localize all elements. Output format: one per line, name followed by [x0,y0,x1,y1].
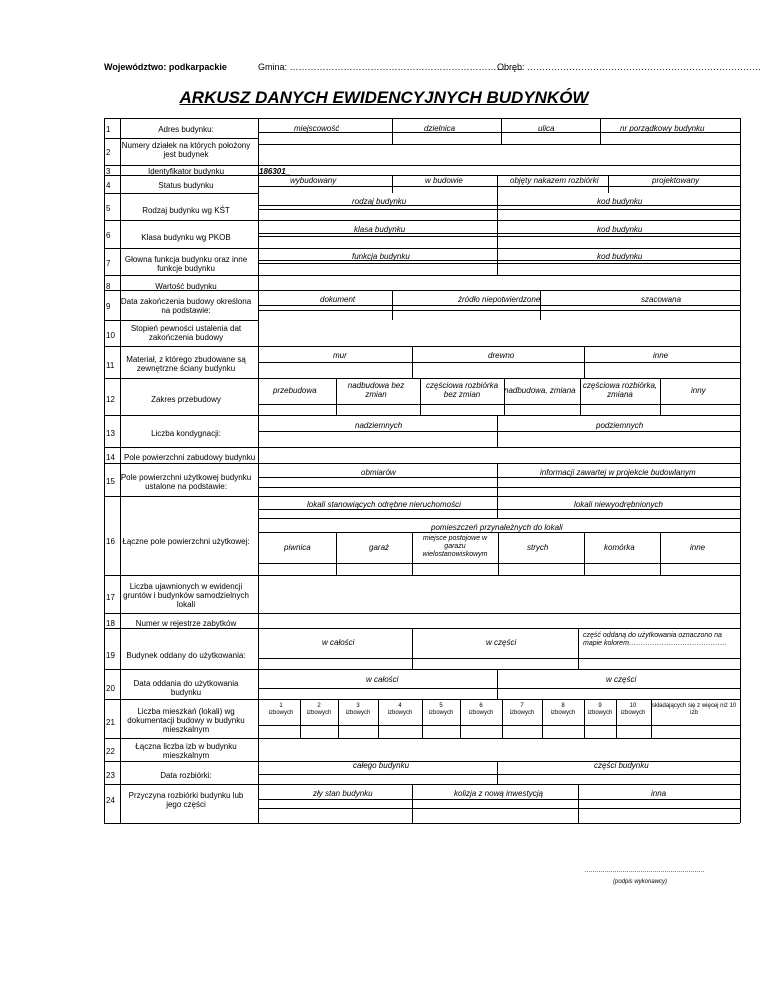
nadbudowa-bez-header: nadbudowa bez zmian [347,381,405,400]
status-projektowany: projektowany [652,176,700,185]
column-unit: izbowych [550,709,576,716]
inne-header: inne [690,543,706,552]
izbowych-column [460,703,502,717]
column-number: 5 [439,703,443,709]
gmina-field[interactable]: Gmina: …………………………………………………………………… [258,62,524,72]
row-number: 24 [106,796,115,805]
grid-line [412,784,413,823]
page-title: ARKUSZ DANYCH EWIDENCYJNYCH BUDYNKÓW [179,88,589,107]
grid-line [497,669,498,699]
rodzaj-budynku-header: rodzaj budynku [352,197,407,206]
row-label: Łączna liczba izb w budynku mieszkalnym [135,742,237,761]
column-unit: izbowych [509,709,535,716]
podziemnych-header: podziemnych [596,421,644,430]
grid-line [258,205,740,206]
izbowych-column [502,703,542,717]
row-label: Liczba ujawnionych w ewidencji gruntów i budynków samodzielnych lokali [123,582,249,610]
grid-line [412,346,413,378]
grid-line [258,658,740,659]
grid-line [497,761,498,784]
przebudowa-header: przebudowa [273,386,317,395]
row-label: Liczba mieszkań (lokali) wg dokumentacji budowy w budynku mieszkalnym [127,707,245,735]
grid-line [258,518,740,519]
row-label: Stopień pewności ustalenia dat zakończenia budowy [130,324,242,343]
grid-line [258,236,740,237]
grid-line [258,310,740,311]
dzielnica-header: dzielnica [424,124,456,133]
grid-line [258,688,740,689]
grid-line [497,496,498,518]
pomieszczen-header: pomieszczeń przynależnych do lokali [431,523,563,532]
column-unit: izbowych [428,709,454,716]
nadbudowa-zmiana-header: nadbudowa, zmiana [504,386,576,395]
row-label: Przyczyna rozbiórki budynku lub jego części [128,791,244,810]
grid-line [497,175,498,193]
grid-line [258,260,740,261]
grid-line [392,118,393,144]
grid-line [258,461,259,823]
column-unit: izbowych [306,709,332,716]
row-number: 23 [106,771,115,780]
mur-header: mur [333,351,347,360]
grid-line [258,263,740,264]
nr-porzadkowy-header: nr porządkowy budynku [620,124,705,133]
row-label: Pole powierzchni użytkowej budynku ustalone na podstawie: [120,473,252,492]
grid-line [258,305,740,306]
grid-line [104,138,258,139]
column-number: 9 [598,703,602,709]
grid-line [412,628,413,669]
row-label: Adres budynku: [158,125,214,134]
czesciowa-zmiana-header: częściowa rozbiórka, zmiana [582,381,658,400]
komorka-header: komórka [604,543,635,552]
grid-line [392,175,393,193]
zrodlo-header: źródło niepotwierdzone [458,295,541,304]
obmiarow-header: obmiarów [361,468,396,477]
grid-line [258,233,740,234]
row-number: 4 [106,181,111,190]
grid-line [104,575,740,576]
status-objety: objęty nakazem rozbiórki [510,176,599,185]
row-label: Status budynku [158,181,214,190]
grid-line [258,808,740,809]
row-number: 12 [106,395,115,404]
grid-line [104,118,105,823]
izbowych-column [300,703,338,717]
row-label: Zakres przebudowy [151,395,221,404]
czesc-oddana-note: część oddaną do użytkowania oznaczono na mapie kolorem…………………………………… [583,632,727,648]
grid-line [258,487,740,488]
grid-line [584,346,585,378]
dokument-header: dokument [320,295,356,304]
row-label: Pole powierzchni zabudowy budynku [124,453,256,462]
grid-line [258,431,740,432]
informacji-header: informacji zawartej w projekcie budowlanym [540,468,696,477]
row-label: Data zakończenia budowy określona na podstawie: [120,297,252,316]
signature-caption: (podpis wykonawcy) [613,879,668,885]
kod-budynku-header: kod budynku [597,252,643,261]
row-number: 2 [106,148,111,157]
grid-line [504,378,505,415]
grid-line [497,415,498,447]
column-unit: izbowych [620,709,646,716]
izbowych-column [542,703,584,717]
row-number: 17 [106,593,115,602]
izbowych-column [378,703,422,717]
row-number: 16 [106,537,115,546]
nadziemnych-header: nadziemnych [355,421,403,430]
grid-line [258,209,740,210]
voivodeship-label: Województwo: podkarpackie [104,62,227,72]
row-label: Klasa budynku wg PKOB [141,233,231,242]
row-number: 1 [106,125,111,134]
grid-line [104,320,258,321]
column-number: 7 [520,703,524,709]
row-number: 18 [106,619,115,628]
strych-header: strych [527,543,549,552]
grid-line [104,613,740,614]
grid-line [392,290,393,320]
grid-line [336,532,337,575]
row-number: 21 [106,718,115,727]
inna-header: inna [651,789,667,798]
status-w-budowie: w budowie [425,176,463,185]
row-number: 11 [106,361,115,370]
row-number: 15 [106,477,115,486]
row-label: Numer w rejestrze zabytków [135,619,237,628]
drewno-header: drewno [488,351,515,360]
row-label: Identyfikator budynku [147,167,225,176]
row-number: 3 [106,167,111,176]
grid-line [104,496,740,497]
column-unit: izbowych [268,709,294,716]
column-unit: izbowych [387,709,413,716]
grid-line [258,144,740,145]
grid-line [104,447,740,448]
obreb-field[interactable]: Obręb: …………………………………………………………………… [497,62,762,72]
column-unit: izbowych [345,709,371,716]
grid-line [660,532,661,575]
row-number: 5 [106,204,111,213]
grid-line [258,362,740,363]
grid-line [104,378,740,379]
grid-line [104,346,740,347]
grid-line [578,628,579,669]
row-label: Data oddania do użytkowania budynku [133,679,239,698]
grid-line [584,532,585,575]
grid-line [258,563,740,564]
klasa-budynku-header: klasa budynku [354,225,406,234]
inny-header: inny [691,386,706,395]
grid-line [258,186,740,187]
funkcja-budynku-header: funkcja budynku [352,252,410,261]
grid-line [104,165,740,166]
row-number: 19 [106,651,115,660]
column-unit: izbowych [587,709,613,716]
row-label: Data rozbiórki: [160,771,212,780]
grid-line [104,784,740,785]
w-czesci-header: w części [486,638,517,647]
garaz-header: garaż [369,543,390,552]
izbowych-column [262,703,300,717]
kod-budynku-header: kod budynku [597,225,643,234]
grid-line [497,193,498,275]
row-label: Wartość budynku [155,282,217,291]
row-number: 20 [106,684,115,693]
column-number: 1 [279,703,283,709]
row-number: 13 [106,429,115,438]
grid-line [104,275,740,276]
szacowana-header: szacowana [641,295,682,304]
wiecej-niz-10-column: składających się z więcej niż 10 izb [651,703,737,716]
column-number: 4 [398,703,402,709]
column-number: 2 [317,703,321,709]
w-calosci-header: w całości [366,675,399,684]
signature-line[interactable]: …………………………………………………… [584,867,704,874]
czesciowa-rozbiorka-header: częściowa rozbiórka bez zmian [425,381,499,400]
row-number: 6 [106,231,111,240]
row-label: Numery działek na których położony jest budynek [121,141,251,160]
calego-budynku-header: całego budynku [353,761,410,770]
grid-line [501,118,502,144]
piwnica-header: piwnica [284,543,311,552]
czesci-budynku-header: części budynku [594,761,649,770]
w-czesci-header: w części [606,675,637,684]
izbowych-column [422,703,460,717]
row-label: Głowna funkcja budynku oraz inne funkcje budynku [124,255,248,274]
grid-line [104,823,740,824]
izbowych-column [616,703,650,717]
izbowych-column [584,703,616,717]
zly-stan-header: zły stan budynku [313,789,373,798]
grid-line [258,725,740,726]
row-label: Rodzaj budynku wg KŚT [142,206,230,215]
kolizja-header: kolizja z nową inwestycją [454,789,543,798]
column-number: 3 [356,703,360,709]
row-number: 8 [106,282,111,291]
row-label: Liczba kondygnacji: [151,429,221,438]
kod-budynku-header: kod budynku [597,197,643,206]
miejsce-postojowe-header: miejsce postojowe w garażu wielostanowiskowym [422,535,488,559]
grid-line [104,669,740,670]
grid-line [660,378,661,415]
row-number: 9 [106,302,111,311]
row-number: 22 [106,747,115,756]
column-number: 10 [629,703,637,709]
status-wybudowany: wybudowany [290,176,337,185]
row-number: 10 [106,331,115,340]
inne-header: inne [653,351,669,360]
grid-line [104,248,740,249]
lokali-stanowiacych-header: lokali stanowiących odrębne nieruchomości [307,500,461,509]
grid-line [104,193,258,194]
grid-line [258,404,740,405]
miejscowosc-header: miejscowość [294,124,340,133]
grid-line [740,118,741,823]
column-unit: izbowych [468,709,494,716]
grid-line [258,774,740,775]
ulica-header: ulica [538,124,555,133]
grid-line [104,463,740,464]
grid-line [600,118,601,144]
column-number: 6 [479,703,483,709]
w-calosci-header: w całości [322,638,355,647]
row-label: Łączne pole powierzchni użytkowej: [122,537,250,546]
izbowych-column [338,703,378,717]
row-label: Budynek oddany do użytkowania: [126,651,246,660]
lokali-niewyodrebnionych-header: lokali niewyodrębnionych [574,500,663,509]
column-number: 8 [561,703,565,709]
grid-line [578,784,579,823]
row-number: 7 [106,259,111,268]
grid-line [497,463,498,496]
identyfikator-value[interactable]: 186301_ [259,167,291,176]
row-number: 14 [106,453,115,462]
grid-line [104,220,740,221]
grid-line [104,415,740,416]
row-label: Materiał, z którego zbudowane są zewnętrzne ściany budynku [126,355,246,374]
grid-line [258,799,740,800]
grid-line [498,532,499,575]
grid-line [104,118,740,119]
grid-line [104,738,740,739]
grid-line [608,175,609,193]
